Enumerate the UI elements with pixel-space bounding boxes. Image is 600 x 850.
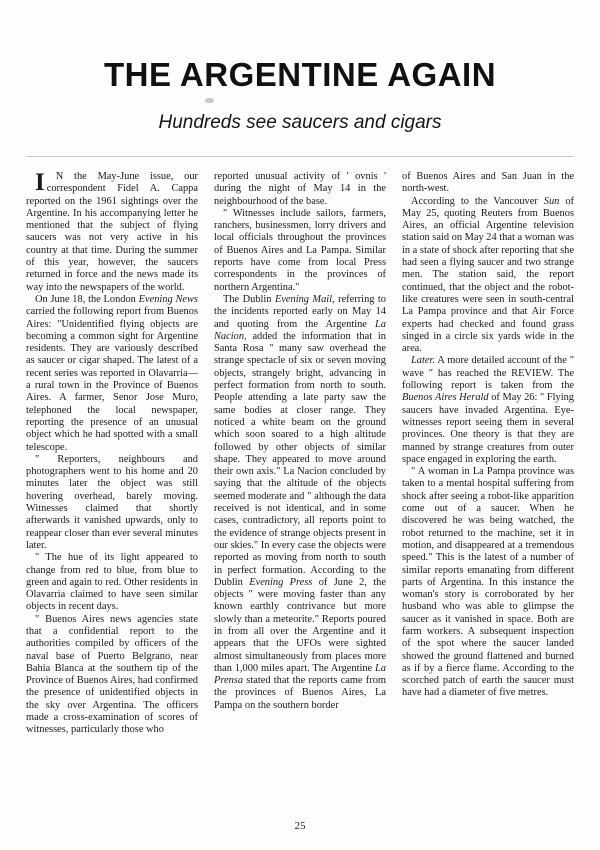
paragraph: Later. A more detailed account of the " wave " has reached the REVIEW. The following report is taken from the Buenos Aires Herald of May 26: " Flying saucers have invaded Argentina. Eye-witnesses report seeing them in several provinces. One theory is that they are manned by strange creatures from outer space engaged in exploring the earth. [402, 355, 574, 465]
page-smudge-mark [205, 98, 214, 103]
divider-rule [26, 156, 574, 157]
paragraph: " Buenos Aires news agencies state that a confidential report to the authorities compiled by officers of the naval base of Puerto Belgrano, near Bahia Blanca at the southern tip of the Province of Buenos Aires, had confirmed the presence of unidentified objects in the sky over Argentina. The officers made a cross-examination of scores of witnesses, particularly those who [26, 613, 198, 736]
drop-cap: I [35, 169, 45, 196]
paragraph: of Buenos Aires and San Juan in the north-west. [402, 171, 574, 195]
paragraph: " The hue of its light appeared to change from red to blue, from blue to green and again to red. Other residents in Olavarria claimed to have seen similar objects in recent days. [26, 552, 198, 613]
paragraph: " Witnesses include sailors, farmers, ranchers, businessmen, lorry drivers and local officials throughout the provinces of Buenos Aires and La Pampa. Similar reports have come from local Press correspondents in the provinces of northern Argentina." [214, 207, 386, 293]
paragraph-text: N the May-June issue, our correspondent Fidel A. Cappa reported on the 1961 sightings over the Argentine. In his accompanying letter he mentioned that the subject of flying saucers was not very active in his country at that time. During the summer of this year, however, the saucers returned in force and the news made its way into the newspapers of the world. [26, 171, 198, 293]
paragraph [26, 171, 198, 294]
article-column-3 [402, 171, 574, 700]
article-column-2 [214, 171, 386, 712]
article-column-1 [26, 171, 198, 737]
paragraph: " Reporters, neighbours and photographers went to his home and 20 minutes later the object was still hovering overhead, barely moving. Witnesses claimed that shortly afterwards it vanished upwards, only to reappear closer than ever several minutes later. [26, 453, 198, 551]
article-columns [26, 171, 574, 737]
page-number: 25 [294, 820, 306, 832]
paragraph: reported unusual activity of ' ovnis ' during the night of May 14 in the neighbourhood of the base. [214, 171, 386, 207]
page-subtitle: Hundreds see saucers and cigars [158, 112, 442, 133]
page-title: THE ARGENTINE AGAIN [103, 56, 497, 93]
paragraph: " A woman in La Pampa province was taken to a mental hospital suffering from shock after seeing a robot-like apparition come out of a saucer. When he discovered he was being watched, the robot returned to the machine, set it in motion, and disappeared at a tremendous speed." This is the latest of a number of similar reports emanating from different parts of Argentina. In this instance the woman's story is corroborated by her husband who was able to glimpse the saucer as it vanished in space. Both are farm workers. A subsequent inspection of the spot where the saucer landed showed the ground flattened and burned as if by a fierce flame. According to the scorched patch of earth the saucer must have had a diameter of five metres. [402, 466, 574, 699]
paragraph: The Dublin Evening Mail, referring to the incidents reported early on May 14 and quoting from the Argentine La Nacion, added the information that in Santa Rosa " many saw overhead the strange spectacle of six or seven moving objects, strangely bright, advancing in perfect formation from north to south. People attending a late party saw the same bodies at closer range. They noticed a white beam on the ground which soon soared to a high altitude followed by other objects of similar shape. They appeared to move around their own axis." La Nacion concluded by saying that the altitude of the objects seemed moderate and " although the data received is not identical, and in some cases, contradictory, all reports point to the evidence of strange objects present in our skies." In every case the objects were reported as moving from north to south in perfect formation. According to the Dublin Evening Press of June 2, the objects " were moving faster than any known earthly contrivance but more slowly than a meteorite." Reports poured in from all over the Argentine and it appears that the UFOs were sighted almost simultaneously from places more than 1,000 miles apart. The Argentine La Prensa stated that the reports came from the provinces of Buenos Aires, La Pampa on the southern border [214, 293, 386, 711]
paragraph: On June 18, the London Evening News carried the following report from Buenos Aires: "Unidentified flying objects are becoming a common sight for Argentine residents. They are variously described as saucer or cigar shaped. The latest of a recent series was reported in Olavarria—a rural town in the Province of Buenos Aires. A farmer, Senor Jose Muro, telephoned the local newspaper, reporting the presence of an unusual object which he had spotted with a small telescope. [26, 293, 198, 453]
paragraph: According to the Vancouver Sun of May 25, quoting Reuters from Buenos Aires, an official Argentine television station said on May 24 that a woman was in a state of shock after reporting that she had seen a flying saucer and two strange men. The station said, the report continued, that the object and the robot-like creatures were seen in south-central La Pampa province and that Air Force experts had checked and found grass singed in a circle six yards wide in the area. [402, 195, 574, 355]
